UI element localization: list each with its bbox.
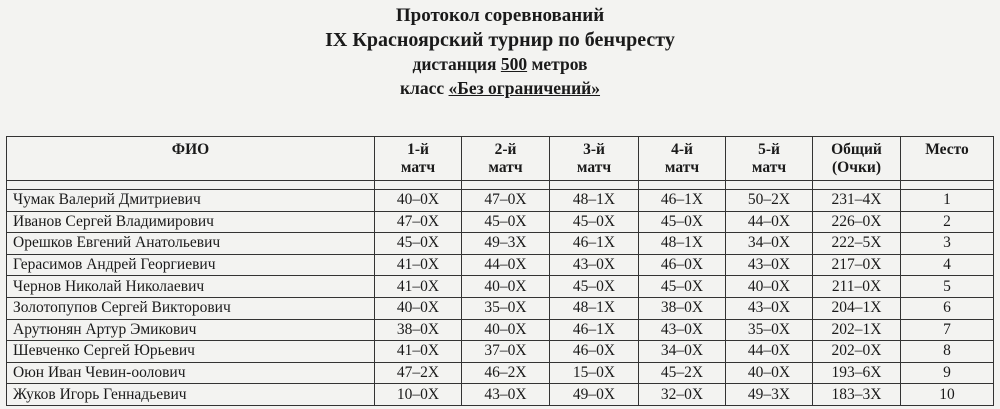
col-header-match-1: 1-й матч bbox=[375, 137, 462, 181]
col-header-name: ФИО bbox=[7, 137, 375, 181]
place: 1 bbox=[901, 190, 994, 212]
total-score: 193–6X bbox=[813, 362, 901, 384]
place: 7 bbox=[901, 319, 994, 341]
col-header-total: Общий (Очки) bbox=[813, 137, 901, 181]
total-score: 183–3X bbox=[813, 384, 901, 406]
match-2-score: 44–0X bbox=[462, 254, 550, 276]
place: 6 bbox=[901, 297, 994, 319]
match-1-score: 41–0X bbox=[375, 276, 462, 298]
participant-name: Орешков Евгений Анатольевич bbox=[7, 233, 375, 255]
col-header-match-3: 3-й матч bbox=[550, 137, 639, 181]
match-5-score: 43–0X bbox=[726, 254, 813, 276]
match-5-score: 40–0X bbox=[726, 276, 813, 298]
participant-name: Оюн Иван Чевин-оолович bbox=[7, 362, 375, 384]
class-value: «Без ограничений» bbox=[448, 78, 601, 98]
col-header-match-5: 5-й матч bbox=[726, 137, 813, 181]
match-3-score: 45–0X bbox=[550, 211, 639, 233]
place: 3 bbox=[901, 233, 994, 255]
match-4-score: 32–0X bbox=[639, 384, 726, 406]
match-4-score: 45–0X bbox=[639, 276, 726, 298]
distance-suffix: метров bbox=[527, 54, 588, 74]
participant-name: Чумак Валерий Дмитриевич bbox=[7, 190, 375, 212]
spacer-row bbox=[7, 181, 994, 190]
document-header bbox=[0, 4, 1000, 100]
place: 9 bbox=[901, 362, 994, 384]
match-3-score: 48–1X bbox=[550, 190, 639, 212]
participant-name: Герасимов Андрей Георгиевич bbox=[7, 254, 375, 276]
participant-name: Иванов Сергей Владимирович bbox=[7, 211, 375, 233]
match-5-score: 44–0X bbox=[726, 211, 813, 233]
match-5-score: 50–2X bbox=[726, 190, 813, 212]
match-2-score: 37–0X bbox=[462, 341, 550, 363]
match-2-score: 47–0X bbox=[462, 190, 550, 212]
match-1-score: 40–0X bbox=[375, 190, 462, 212]
table-row bbox=[7, 297, 994, 319]
match-4-score: 38–0X bbox=[639, 297, 726, 319]
document-title: Протокол соревнований bbox=[395, 5, 605, 26]
place: 2 bbox=[901, 211, 994, 233]
match-2-score: 40–0X bbox=[462, 319, 550, 341]
total-score: 202–0X bbox=[813, 341, 901, 363]
table-row bbox=[7, 341, 994, 363]
match-4-score: 43–0X bbox=[639, 319, 726, 341]
table-row bbox=[7, 362, 994, 384]
total-score: 211–0X bbox=[813, 276, 901, 298]
table-header-row bbox=[7, 137, 994, 181]
match-1-score: 10–0X bbox=[375, 384, 462, 406]
participant-name: Арутюнян Артур Эмикович bbox=[7, 319, 375, 341]
col-header-match-2: 2-й матч bbox=[462, 137, 550, 181]
match-2-score: 35–0X bbox=[462, 297, 550, 319]
match-2-score: 43–0X bbox=[462, 384, 550, 406]
total-score: 217–0X bbox=[813, 254, 901, 276]
place: 5 bbox=[901, 276, 994, 298]
match-1-score: 40–0X bbox=[375, 297, 462, 319]
table-row bbox=[7, 190, 994, 212]
match-5-score: 43–0X bbox=[726, 297, 813, 319]
match-3-score: 46–1X bbox=[550, 233, 639, 255]
match-1-score: 47–0X bbox=[375, 211, 462, 233]
table-row bbox=[7, 254, 994, 276]
match-1-score: 38–0X bbox=[375, 319, 462, 341]
match-4-score: 46–1X bbox=[639, 190, 726, 212]
table-row bbox=[7, 276, 994, 298]
total-score: 226–0X bbox=[813, 211, 901, 233]
class-prefix: класс bbox=[399, 78, 449, 98]
match-1-score: 47–2X bbox=[375, 362, 462, 384]
match-3-score: 15–0X bbox=[550, 362, 639, 384]
class-line bbox=[0, 76, 1000, 100]
match-5-score: 35–0X bbox=[726, 319, 813, 341]
total-score: 204–1X bbox=[813, 297, 901, 319]
place: 10 bbox=[901, 384, 994, 406]
place: 4 bbox=[901, 254, 994, 276]
match-2-score: 40–0X bbox=[462, 276, 550, 298]
match-5-score: 44–0X bbox=[726, 341, 813, 363]
match-4-score: 45–2X bbox=[639, 362, 726, 384]
table-row bbox=[7, 233, 994, 255]
table-row bbox=[7, 319, 994, 341]
col-header-place: Место bbox=[901, 137, 994, 181]
total-score: 231–4X bbox=[813, 190, 901, 212]
match-4-score: 46–0X bbox=[639, 254, 726, 276]
match-3-score: 49–0X bbox=[550, 384, 639, 406]
tournament-name: IX Красноярский турнир по бенчресту bbox=[325, 29, 675, 51]
match-5-score: 49–3X bbox=[726, 384, 813, 406]
match-4-score: 34–0X bbox=[639, 341, 726, 363]
total-score: 202–1X bbox=[813, 319, 901, 341]
match-3-score: 43–0X bbox=[550, 254, 639, 276]
participant-name: Жуков Игорь Геннадьевич bbox=[7, 384, 375, 406]
match-1-score: 45–0X bbox=[375, 233, 462, 255]
participant-name: Золотопупов Сергей Викторович bbox=[7, 297, 375, 319]
table-row bbox=[7, 384, 994, 406]
place: 8 bbox=[901, 341, 994, 363]
distance-value: 500 bbox=[500, 54, 528, 74]
results-table bbox=[6, 136, 994, 406]
match-3-score: 45–0X bbox=[550, 276, 639, 298]
participant-name: Чернов Николай Николаевич bbox=[7, 276, 375, 298]
distance-line bbox=[0, 52, 1000, 76]
match-1-score: 41–0X bbox=[375, 254, 462, 276]
participant-name: Шевченко Сергей Юрьевич bbox=[7, 341, 375, 363]
table-row bbox=[7, 211, 994, 233]
match-1-score: 41–0X bbox=[375, 341, 462, 363]
match-3-score: 48–1X bbox=[550, 297, 639, 319]
match-5-score: 34–0X bbox=[726, 233, 813, 255]
match-2-score: 49–3X bbox=[462, 233, 550, 255]
match-2-score: 45–0X bbox=[462, 211, 550, 233]
match-4-score: 45–0X bbox=[639, 211, 726, 233]
match-3-score: 46–1X bbox=[550, 319, 639, 341]
match-3-score: 46–0X bbox=[550, 341, 639, 363]
total-score: 222–5X bbox=[813, 233, 901, 255]
distance-prefix: дистанция bbox=[412, 54, 501, 74]
match-4-score: 48–1X bbox=[639, 233, 726, 255]
col-header-match-4: 4-й матч bbox=[639, 137, 726, 181]
match-2-score: 46–2X bbox=[462, 362, 550, 384]
match-5-score: 40–0X bbox=[726, 362, 813, 384]
